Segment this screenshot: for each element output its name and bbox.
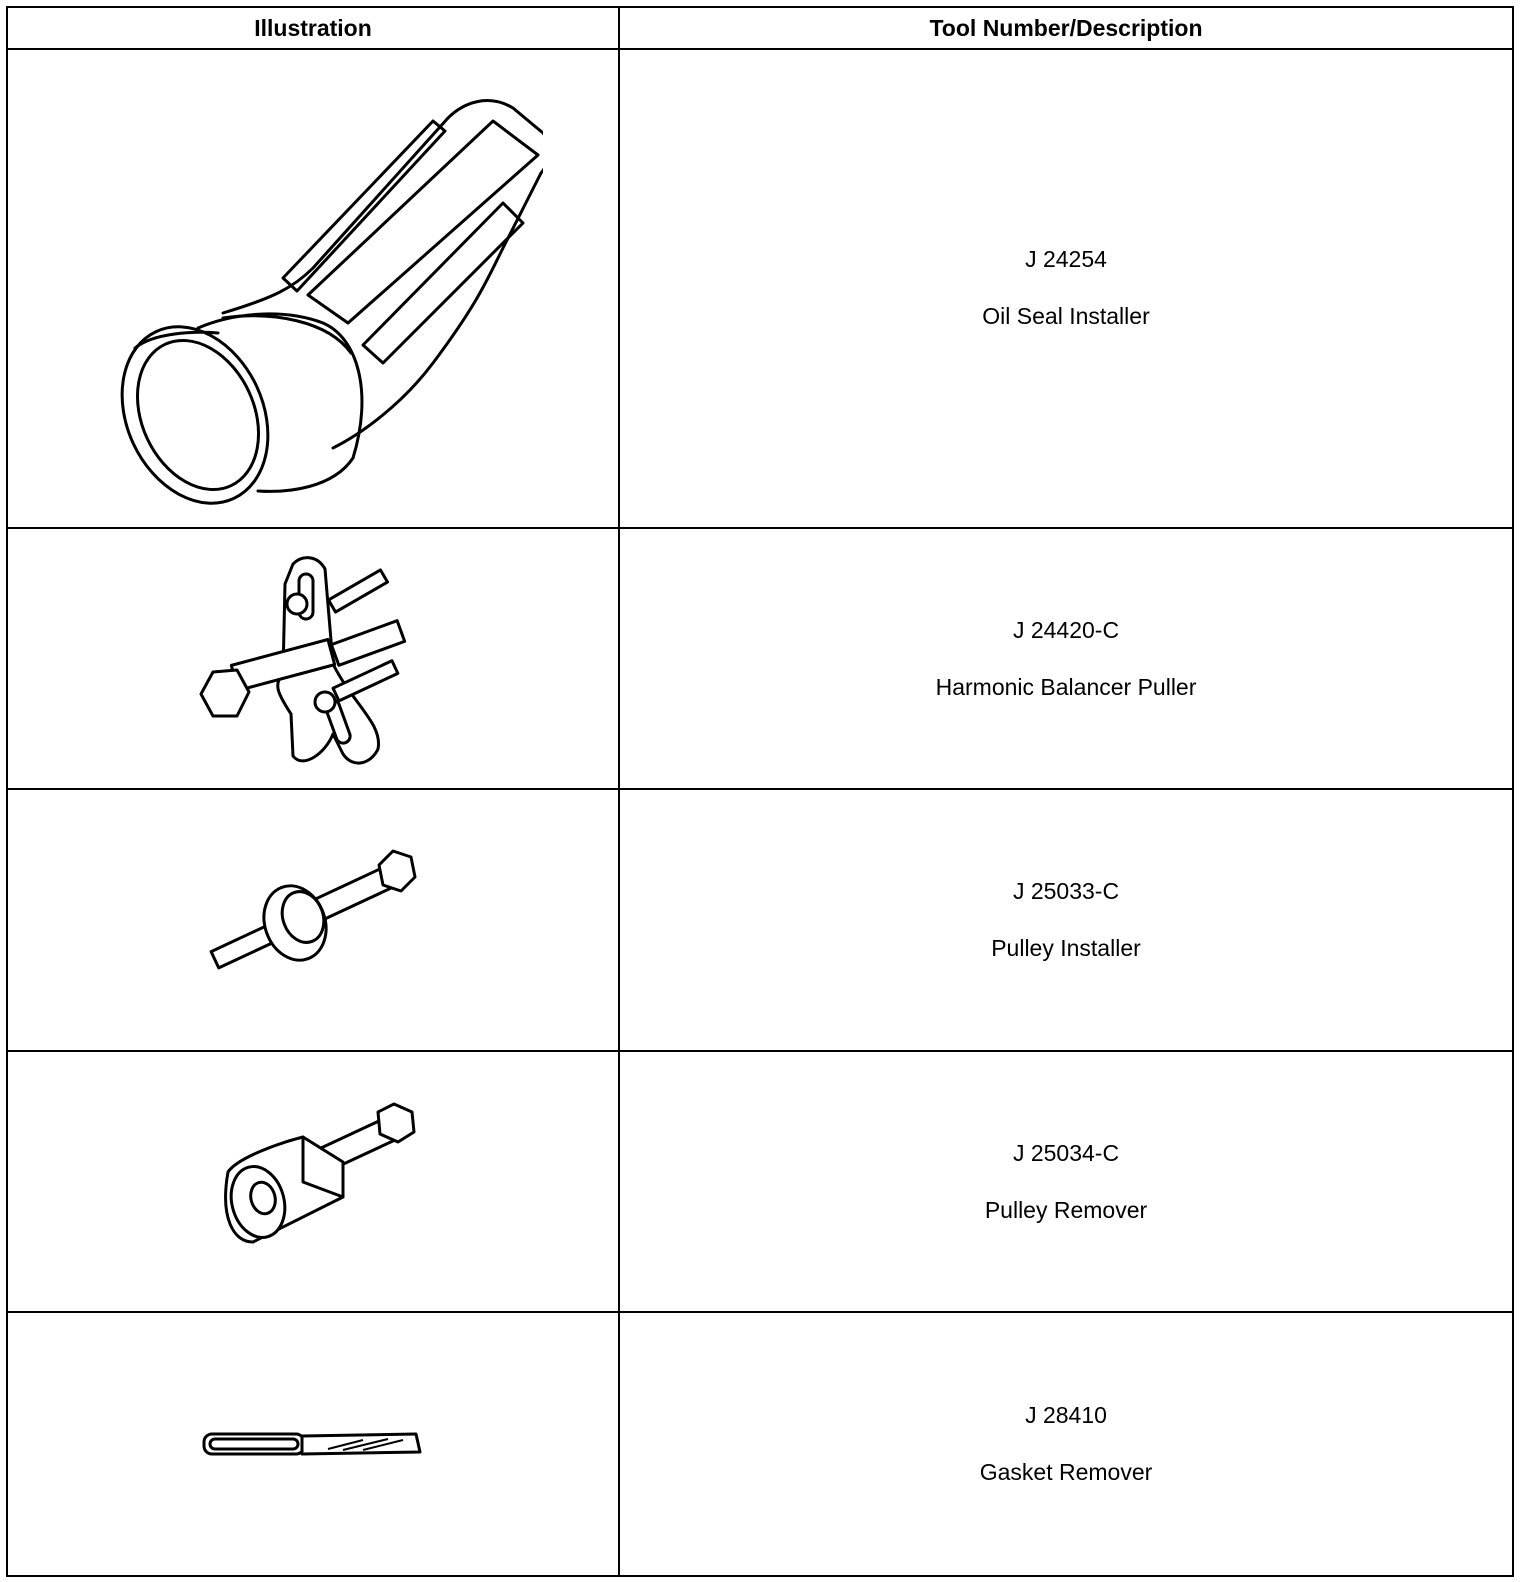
tool-name: Harmonic Balancer Puller bbox=[935, 673, 1197, 700]
tool-number: J 25033-C bbox=[1012, 878, 1120, 905]
header-illustration: Illustration bbox=[7, 7, 619, 49]
tool-name: Oil Seal Installer bbox=[982, 303, 1150, 330]
tool-table bbox=[6, 6, 1514, 1577]
table-row bbox=[7, 49, 1513, 528]
pulley-remover-icon bbox=[208, 1102, 418, 1262]
description-cell bbox=[619, 528, 1513, 790]
header-row bbox=[7, 7, 1513, 49]
tool-number: J 24254 bbox=[1025, 246, 1107, 273]
gasket-remover-icon bbox=[198, 1414, 428, 1474]
tool-number: J 24420-C bbox=[1012, 616, 1120, 643]
description-cell bbox=[619, 789, 1513, 1051]
pulley-installer-icon bbox=[203, 845, 423, 995]
table-row bbox=[7, 789, 1513, 1051]
illustration-cell bbox=[7, 789, 619, 1051]
tool-name: Pulley Installer bbox=[991, 935, 1141, 962]
table-row bbox=[7, 1051, 1513, 1313]
illustration-cell bbox=[7, 1312, 619, 1576]
description-cell bbox=[619, 49, 1513, 528]
tool-number: J 25034-C bbox=[1012, 1139, 1120, 1166]
description-cell bbox=[619, 1312, 1513, 1576]
illustration-cell bbox=[7, 528, 619, 790]
tool-name: Gasket Remover bbox=[979, 1459, 1153, 1486]
table-row bbox=[7, 528, 1513, 790]
description-cell bbox=[619, 1051, 1513, 1313]
oil-seal-installer-icon bbox=[83, 63, 543, 513]
tool-number: J 28410 bbox=[1025, 1402, 1107, 1429]
harmonic-balancer-puller-icon bbox=[193, 544, 433, 774]
illustration-cell bbox=[7, 1051, 619, 1313]
table-row bbox=[7, 1312, 1513, 1576]
illustration-cell bbox=[7, 49, 619, 528]
tool-name: Pulley Remover bbox=[984, 1196, 1148, 1223]
header-tool-description: Tool Number/Description bbox=[619, 7, 1513, 49]
